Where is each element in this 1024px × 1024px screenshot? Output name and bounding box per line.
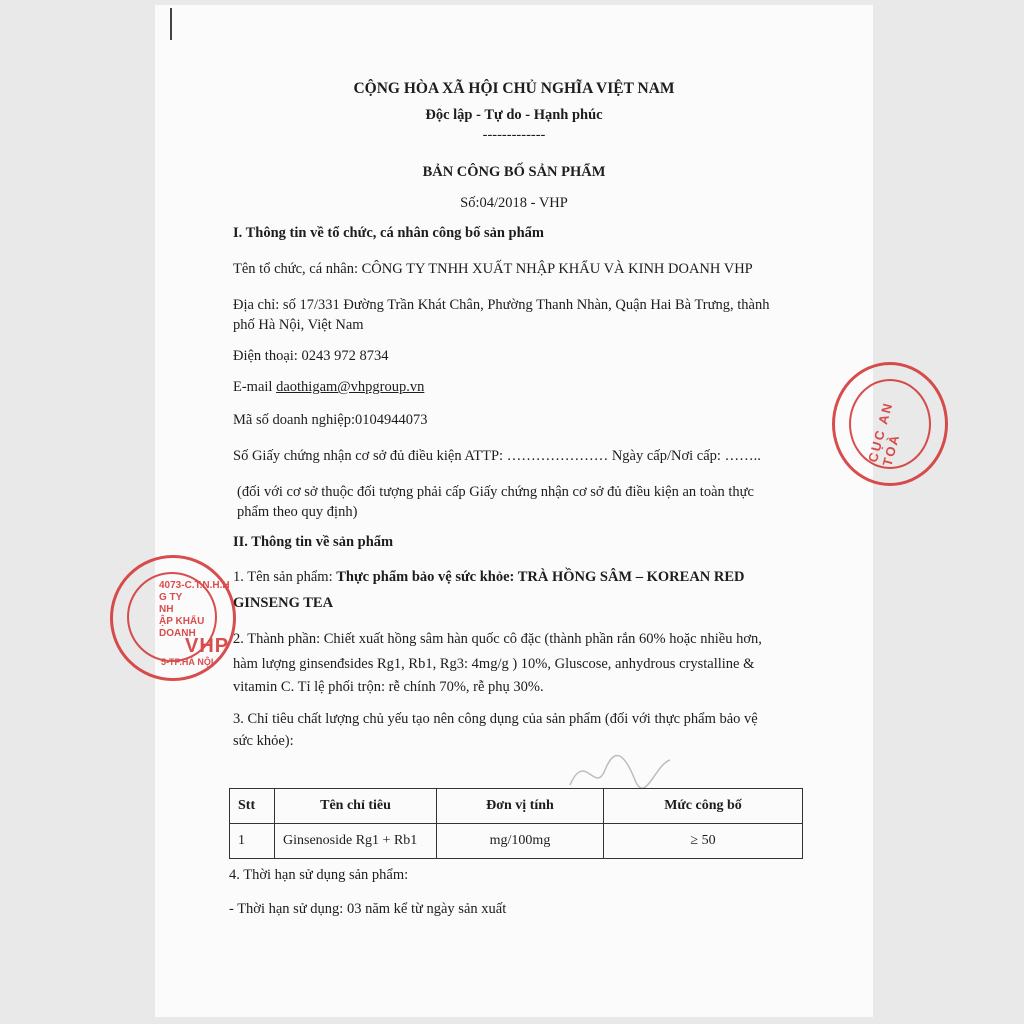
shelf-life: - Thời hạn sử dụng: 03 năm kể từ ngày sản xuất [229,901,507,917]
country-heading: CỘNG HÒA XÃ HỘI CHỦ NGHĨA VIỆT NAM [353,80,675,97]
certificate-note-2: phẩm theo quy định) [237,504,358,520]
phone: Điện thoại: 0243 972 8734 [233,348,389,364]
section2-heading: II. Thông tin về sản phẩm [233,534,394,550]
col-header-unit: Đơn vị tính [437,789,604,824]
company-stamp-bottom: 5-TP.HÀ NỘI [161,657,214,667]
shelf-life-heading: 4. Thời hạn sử dụng sản phẩm: [229,867,409,883]
agency-stamp-text: CỤC AN TOÀ [865,400,903,468]
motto: Độc lập - Tự do - Hạnh phúc [425,107,603,123]
cell-level: ≥ 50 [604,824,803,859]
ingredients-line-2: hàm lượng ginsenđsides Rg1, Rb1, Rg3: 4mg/g ) 10%, Gluscose, anhydrous crystalline & [233,656,755,672]
company-stamp [110,555,236,681]
document-title: BẢN CÔNG BỐ SẢN PHẨM [422,164,606,180]
company-stamp-initials: VHP [185,635,230,657]
address-line-2: phố Hà Nội, Việt Nam [233,317,364,333]
company-stamp-text: 4073-C.T.N.H.H G TY NH ẬP KHẨU DOANH [159,580,230,639]
address-line-1: Địa chỉ: số 17/331 Đường Trần Khát Chân, Phường Thanh Nhàn, Quận Hai Bà Trưng, thành [233,297,770,313]
table-row [230,824,803,859]
certificate-note-1: (đối với cơ sở thuộc đối tượng phải cấp Giấy chứng nhận cơ sở đủ điều kiện an toàn thực [237,484,754,500]
col-header-level: Mức công bố [604,789,803,824]
product-name-row [233,568,745,586]
food-safety-certificate: Số Giấy chứng nhận cơ sở đủ điều kiện ATTP: ………………… Ngày cấp/Nơi cấp: …….. [233,448,761,464]
email-link[interactable]: daothigam@vhpgroup.vn [276,379,425,395]
quality-table [229,788,803,859]
email-row [233,378,424,396]
table-header-row [230,789,803,824]
document-number: Số:04/2018 - VHP [460,195,568,211]
product-name-line-2: GINSENG TEA [233,595,334,611]
scan-edge-mark [170,8,172,40]
org-name: Tên tổ chức, cá nhân: CÔNG TY TNHH XUẤT NHẬP KHẨU VÀ KINH DOANH VHP [233,261,753,277]
agency-stamp [832,362,948,486]
product-label: 1. Tên sản phẩm: [233,569,337,585]
quality-line-2: sức khỏe): [233,733,294,749]
cell-name: Ginsenoside Rg1 + Rb1 [275,824,437,859]
ingredients-line-1: 2. Thành phần: Chiết xuất hồng sâm hàn quốc cô đặc (thành phần rắn 60% hoặc nhiều hơn, [233,631,762,647]
col-header-stt: Stt [230,789,275,824]
cell-unit: mg/100mg [437,824,604,859]
quality-line-1: 3. Chỉ tiêu chất lượng chủ yếu tạo nên công dụng của sản phẩm (đối với thực phẩm bảo vệ [233,711,758,727]
product-name: Thực phẩm bảo vệ sức khỏe: TRÀ HỒNG SÂM – KOREAN RED [336,569,745,585]
header-divider: ------------- [482,127,546,143]
cell-stt: 1 [230,824,275,859]
tax-code: Mã số doanh nghiệp:0104944073 [233,412,428,428]
email-label: E-mail [233,379,277,395]
section1-heading: I. Thông tin về tổ chức, cá nhân công bố sản phẩm [233,225,544,241]
ingredients-line-3: vitamin C. Tỉ lệ phối trộn: rễ chính 70%, rễ phụ 30%. [233,679,544,695]
col-header-name: Tên chỉ tiêu [275,789,437,824]
